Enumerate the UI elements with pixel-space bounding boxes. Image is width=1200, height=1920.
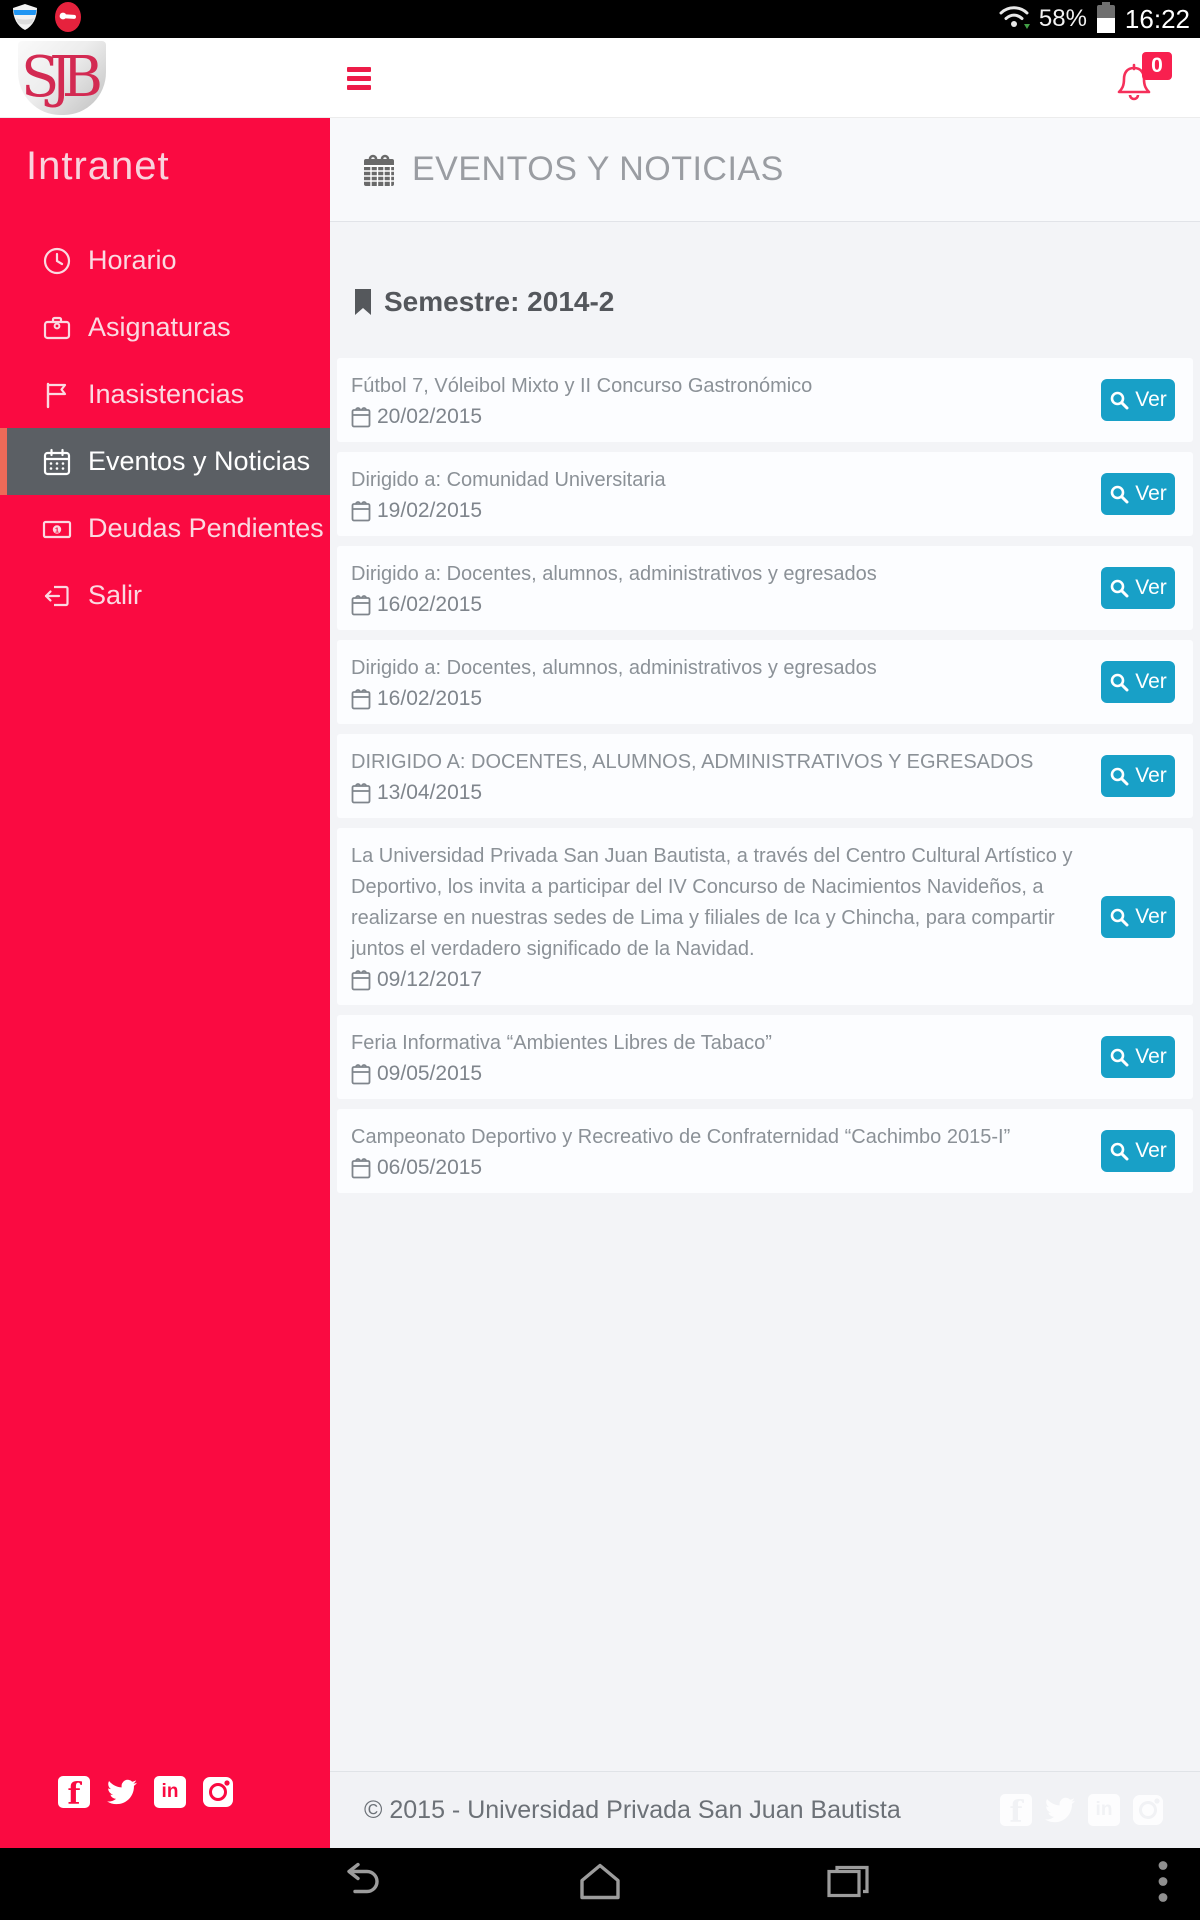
ver-button-label: Ver <box>1135 904 1167 928</box>
clock-time: 16:22 <box>1124 3 1190 34</box>
event-title: Dirigido a: Docentes, alumnos, administrativos y egresados <box>351 657 877 679</box>
ver-button-label: Ver <box>1135 1045 1167 1068</box>
ver-button-label: Ver <box>1135 764 1167 787</box>
event-title: La Universidad Privada San Juan Bautista, a través del Centro Cultural Artístico y Deportivo, los invita a participar del IV Concurso de Nacimientos Navideños, a realizarse en nuestras sedes de Lima y filiales de Ica y Chincha, para compartir juntos el verdadero significado de la Navidad. <box>351 845 1073 960</box>
ver-button[interactable] <box>1101 567 1175 609</box>
search-icon <box>1109 766 1129 786</box>
event-date: 09/12/2017 <box>377 968 483 991</box>
event-title: Fútbol 7, Vóleibol Mixto y II Concurso Gastronómico <box>351 375 813 397</box>
event-title: DIRIGIDO A: DOCENTES, ALUMNOS, ADMINISTRATIVOS Y EGRESADOS <box>351 751 1034 773</box>
calendar-icon <box>351 1157 371 1179</box>
page-title: EVENTOS Y NOTICIAS <box>412 150 784 188</box>
ver-button-label: Ver <box>1135 670 1167 693</box>
twitter-icon[interactable] <box>1042 1792 1078 1828</box>
main-content <box>330 118 1200 1848</box>
event-date: 19/02/2015 <box>377 499 483 522</box>
home-icon[interactable] <box>578 1862 622 1907</box>
ver-button[interactable] <box>1101 661 1175 703</box>
ver-button[interactable] <box>1101 1036 1175 1078</box>
semester-heading <box>352 286 1200 318</box>
event-row <box>337 734 1193 818</box>
event-row <box>337 358 1193 442</box>
twitter-icon[interactable] <box>104 1774 140 1810</box>
hamburger-menu-icon[interactable] <box>347 62 371 94</box>
facebook-icon[interactable]: f <box>56 1774 92 1810</box>
calendar-icon <box>351 594 371 616</box>
search-icon <box>1109 390 1129 410</box>
ver-button-label: Ver <box>1135 482 1167 505</box>
ver-button[interactable] <box>1101 1130 1175 1172</box>
sidebar-item-horario[interactable] <box>0 227 330 294</box>
search-icon <box>1109 484 1129 504</box>
svg-text:1: 1 <box>54 524 60 534</box>
battery-percent: 58% <box>1038 5 1087 32</box>
banknote-icon <box>42 514 72 544</box>
sidebar-item-label: Asignaturas <box>88 312 231 342</box>
flag-icon <box>42 380 72 410</box>
logout-icon <box>42 581 72 611</box>
calendar-icon <box>42 447 72 477</box>
calendar-icon <box>351 1063 371 1085</box>
sidebar-social-icons <box>56 1774 236 1810</box>
ver-button-label: Ver <box>1135 576 1167 599</box>
notification-count-badge: 0 <box>1142 52 1172 80</box>
event-row <box>337 546 1193 630</box>
bookmark-icon <box>352 288 374 316</box>
calendar-icon <box>351 406 371 428</box>
search-icon <box>1109 578 1129 598</box>
notifications-button[interactable] <box>1114 52 1172 108</box>
search-icon <box>1109 1141 1129 1161</box>
ver-button-label: Ver <box>1135 388 1167 411</box>
wifi-icon <box>997 2 1031 37</box>
sidebar-item-label: Deudas Pendientes <box>88 513 324 543</box>
ver-button[interactable] <box>1101 473 1175 515</box>
logo-text: SJB <box>21 45 93 110</box>
event-date: 20/02/2015 <box>377 405 483 428</box>
instagram-icon[interactable] <box>200 1774 236 1810</box>
search-icon <box>1109 907 1129 927</box>
briefcase-icon <box>42 313 72 343</box>
ver-button[interactable] <box>1101 379 1175 421</box>
event-date: 16/02/2015 <box>377 687 483 710</box>
content-scroll[interactable] <box>330 222 1200 1771</box>
sjb-logo <box>18 41 106 115</box>
copyright-text: © 2015 - Universidad Privada San Juan Bautista <box>364 1795 901 1824</box>
key-notification-icon <box>52 1 84 38</box>
event-date: 09/05/2015 <box>377 1062 483 1085</box>
event-row <box>337 1109 1193 1193</box>
linkedin-icon[interactable]: in <box>152 1774 188 1810</box>
overflow-menu-icon[interactable] <box>1157 1860 1169 1909</box>
search-icon <box>1109 1047 1129 1067</box>
android-nav-bar <box>0 1848 1200 1920</box>
back-icon[interactable] <box>337 1862 383 1907</box>
event-date: 13/04/2015 <box>377 781 483 804</box>
sidebar-item-label: Eventos y Noticias <box>88 446 311 476</box>
sidebar-nav <box>0 227 330 629</box>
event-title: Campeonato Deportivo y Recreativo de Confraternidad “Cachimbo 2015-I” <box>351 1126 1011 1148</box>
linkedin-icon[interactable]: in <box>1086 1792 1122 1828</box>
event-date: 06/05/2015 <box>377 1156 483 1179</box>
sidebar-item-asignaturas[interactable] <box>0 294 330 361</box>
events-list <box>337 358 1193 1193</box>
sidebar-item-inasistencias[interactable] <box>0 361 330 428</box>
sidebar-item-label: Inasistencias <box>88 379 245 409</box>
ver-button-label: Ver <box>1135 1139 1167 1162</box>
ver-button[interactable] <box>1101 755 1175 797</box>
app-header <box>0 38 1200 118</box>
event-title: Dirigido a: Comunidad Universitaria <box>351 469 666 491</box>
calendar-icon <box>360 151 398 189</box>
shield-notification-icon <box>10 2 40 37</box>
recents-icon[interactable] <box>825 1862 871 1907</box>
sidebar-title: Intranet <box>26 144 170 188</box>
footer-social-icons <box>998 1792 1166 1828</box>
sidebar-item-salir[interactable] <box>0 562 330 629</box>
sidebar-item-deudas-pendientes[interactable] <box>0 495 330 562</box>
sidebar-item-eventos-y-noticias[interactable] <box>0 428 330 495</box>
event-row <box>337 640 1193 724</box>
clock-icon <box>42 246 72 276</box>
event-row <box>337 1015 1193 1099</box>
event-row <box>337 828 1193 1005</box>
semester-label: Semestre: 2014-2 <box>384 286 615 317</box>
search-icon <box>1109 672 1129 692</box>
battery-icon <box>1097 5 1115 33</box>
page-heading <box>330 118 1200 222</box>
event-date: 16/02/2015 <box>377 593 483 616</box>
calendar-icon <box>351 969 371 991</box>
calendar-icon <box>351 782 371 804</box>
sidebar <box>0 118 330 1848</box>
calendar-icon <box>351 688 371 710</box>
ver-button[interactable] <box>1101 896 1175 938</box>
content-footer <box>330 1771 1200 1848</box>
event-title: Dirigido a: Docentes, alumnos, administrativos y egresados <box>351 563 877 585</box>
facebook-icon[interactable]: f <box>998 1792 1034 1828</box>
status-bar <box>0 0 1200 38</box>
instagram-icon[interactable] <box>1130 1792 1166 1828</box>
calendar-icon <box>351 500 371 522</box>
sidebar-item-label: Horario <box>88 245 177 275</box>
event-row <box>337 452 1193 536</box>
sidebar-item-label: Salir <box>88 580 143 610</box>
event-title: Feria Informativa “Ambientes Libres de Tabaco” <box>351 1032 772 1054</box>
